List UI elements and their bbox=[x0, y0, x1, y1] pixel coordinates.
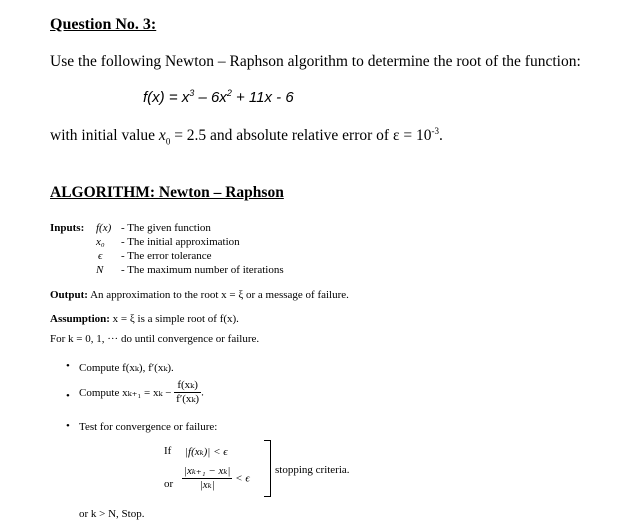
initial-end: . bbox=[438, 127, 443, 145]
criteria-if-label: If bbox=[164, 445, 172, 457]
input-sym-n: N bbox=[96, 264, 104, 276]
function-exp1: 3 bbox=[189, 88, 195, 98]
initial-x: x bbox=[158, 127, 166, 145]
initial-pre: with initial value bbox=[50, 127, 159, 145]
input-desc-x0: - The initial approximation bbox=[121, 236, 240, 248]
algorithm-title: ALGORITHM: Newton – Raphson bbox=[50, 184, 284, 201]
input-desc-n: - The maximum number of iterations bbox=[121, 264, 284, 276]
compute2-num: f(xₖ) bbox=[174, 379, 201, 393]
bullet-test: Test for convergence or failure: bbox=[79, 421, 218, 433]
function-equation bbox=[143, 88, 294, 106]
inputs-label: Inputs: bbox=[50, 222, 85, 234]
initial-x-sub: 0 bbox=[165, 136, 171, 147]
criteria-fraction bbox=[182, 465, 250, 492]
criteria-bracket bbox=[264, 440, 271, 497]
function-rhs: + 11x - 6 bbox=[231, 89, 294, 106]
input-desc-eps: - The error tolerance bbox=[121, 250, 212, 262]
function-lhs: f(x) = x bbox=[143, 89, 190, 106]
criteria-frac-num: |xₖ₊₁ − xₖ| bbox=[184, 465, 231, 477]
assumption-label: Assumption: bbox=[50, 313, 110, 325]
initial-mid: = 2.5 and absolute relative error of ε = 10 bbox=[170, 127, 432, 145]
output-line bbox=[50, 289, 349, 301]
output-text: An approximation to the root x = ξ or a message of failure. bbox=[90, 289, 349, 301]
assumption-text: x = ξ is a simple root of f(x). bbox=[112, 313, 239, 325]
assumption-line bbox=[50, 313, 239, 325]
criteria-if-cond: |f(xₖ)| < ϵ bbox=[185, 446, 228, 458]
compute2-pre: Compute xₖ₊₁ = xₖ − bbox=[79, 387, 172, 399]
input-sym-x0: x₀ bbox=[96, 236, 105, 248]
input-desc-f: - The given function bbox=[121, 222, 211, 234]
bullet-dot: • bbox=[66, 390, 70, 402]
compute2-den: f′(xₖ) bbox=[176, 393, 200, 405]
bullet-dot: • bbox=[66, 360, 70, 372]
bullet-compute-2 bbox=[79, 379, 204, 406]
criteria-or-label: or bbox=[164, 478, 174, 490]
initial-value-line bbox=[50, 126, 443, 146]
input-sym-f: f(x) bbox=[96, 222, 112, 234]
initial-exp: -3 bbox=[431, 126, 439, 136]
bullet-compute-1: Compute f(xₖ), f′(xₖ). bbox=[79, 362, 174, 374]
bullet-dot: • bbox=[66, 420, 70, 432]
output-label: Output: bbox=[50, 289, 88, 301]
question-title: Question No. 3: bbox=[50, 16, 157, 33]
loop-line: For k = 0, 1, ··· do until convergence or failure. bbox=[50, 333, 260, 345]
intro-text: Use the following Newton – Raphson algorithm to determine the root of the function: bbox=[50, 53, 581, 70]
stopping-criteria-label: stopping criteria. bbox=[275, 464, 350, 476]
input-sym-eps: ϵ bbox=[98, 250, 103, 262]
compute2-fraction bbox=[174, 379, 201, 406]
function-exp2: 2 bbox=[226, 88, 232, 98]
criteria-frac bbox=[182, 465, 232, 492]
function-mid: – 6x bbox=[194, 89, 227, 106]
final-line: or k > N, Stop. bbox=[79, 508, 145, 520]
criteria-frac-rel: < ϵ bbox=[235, 472, 250, 485]
compute2-end: . bbox=[201, 386, 204, 399]
criteria-frac-den: |xₖ| bbox=[199, 479, 215, 491]
